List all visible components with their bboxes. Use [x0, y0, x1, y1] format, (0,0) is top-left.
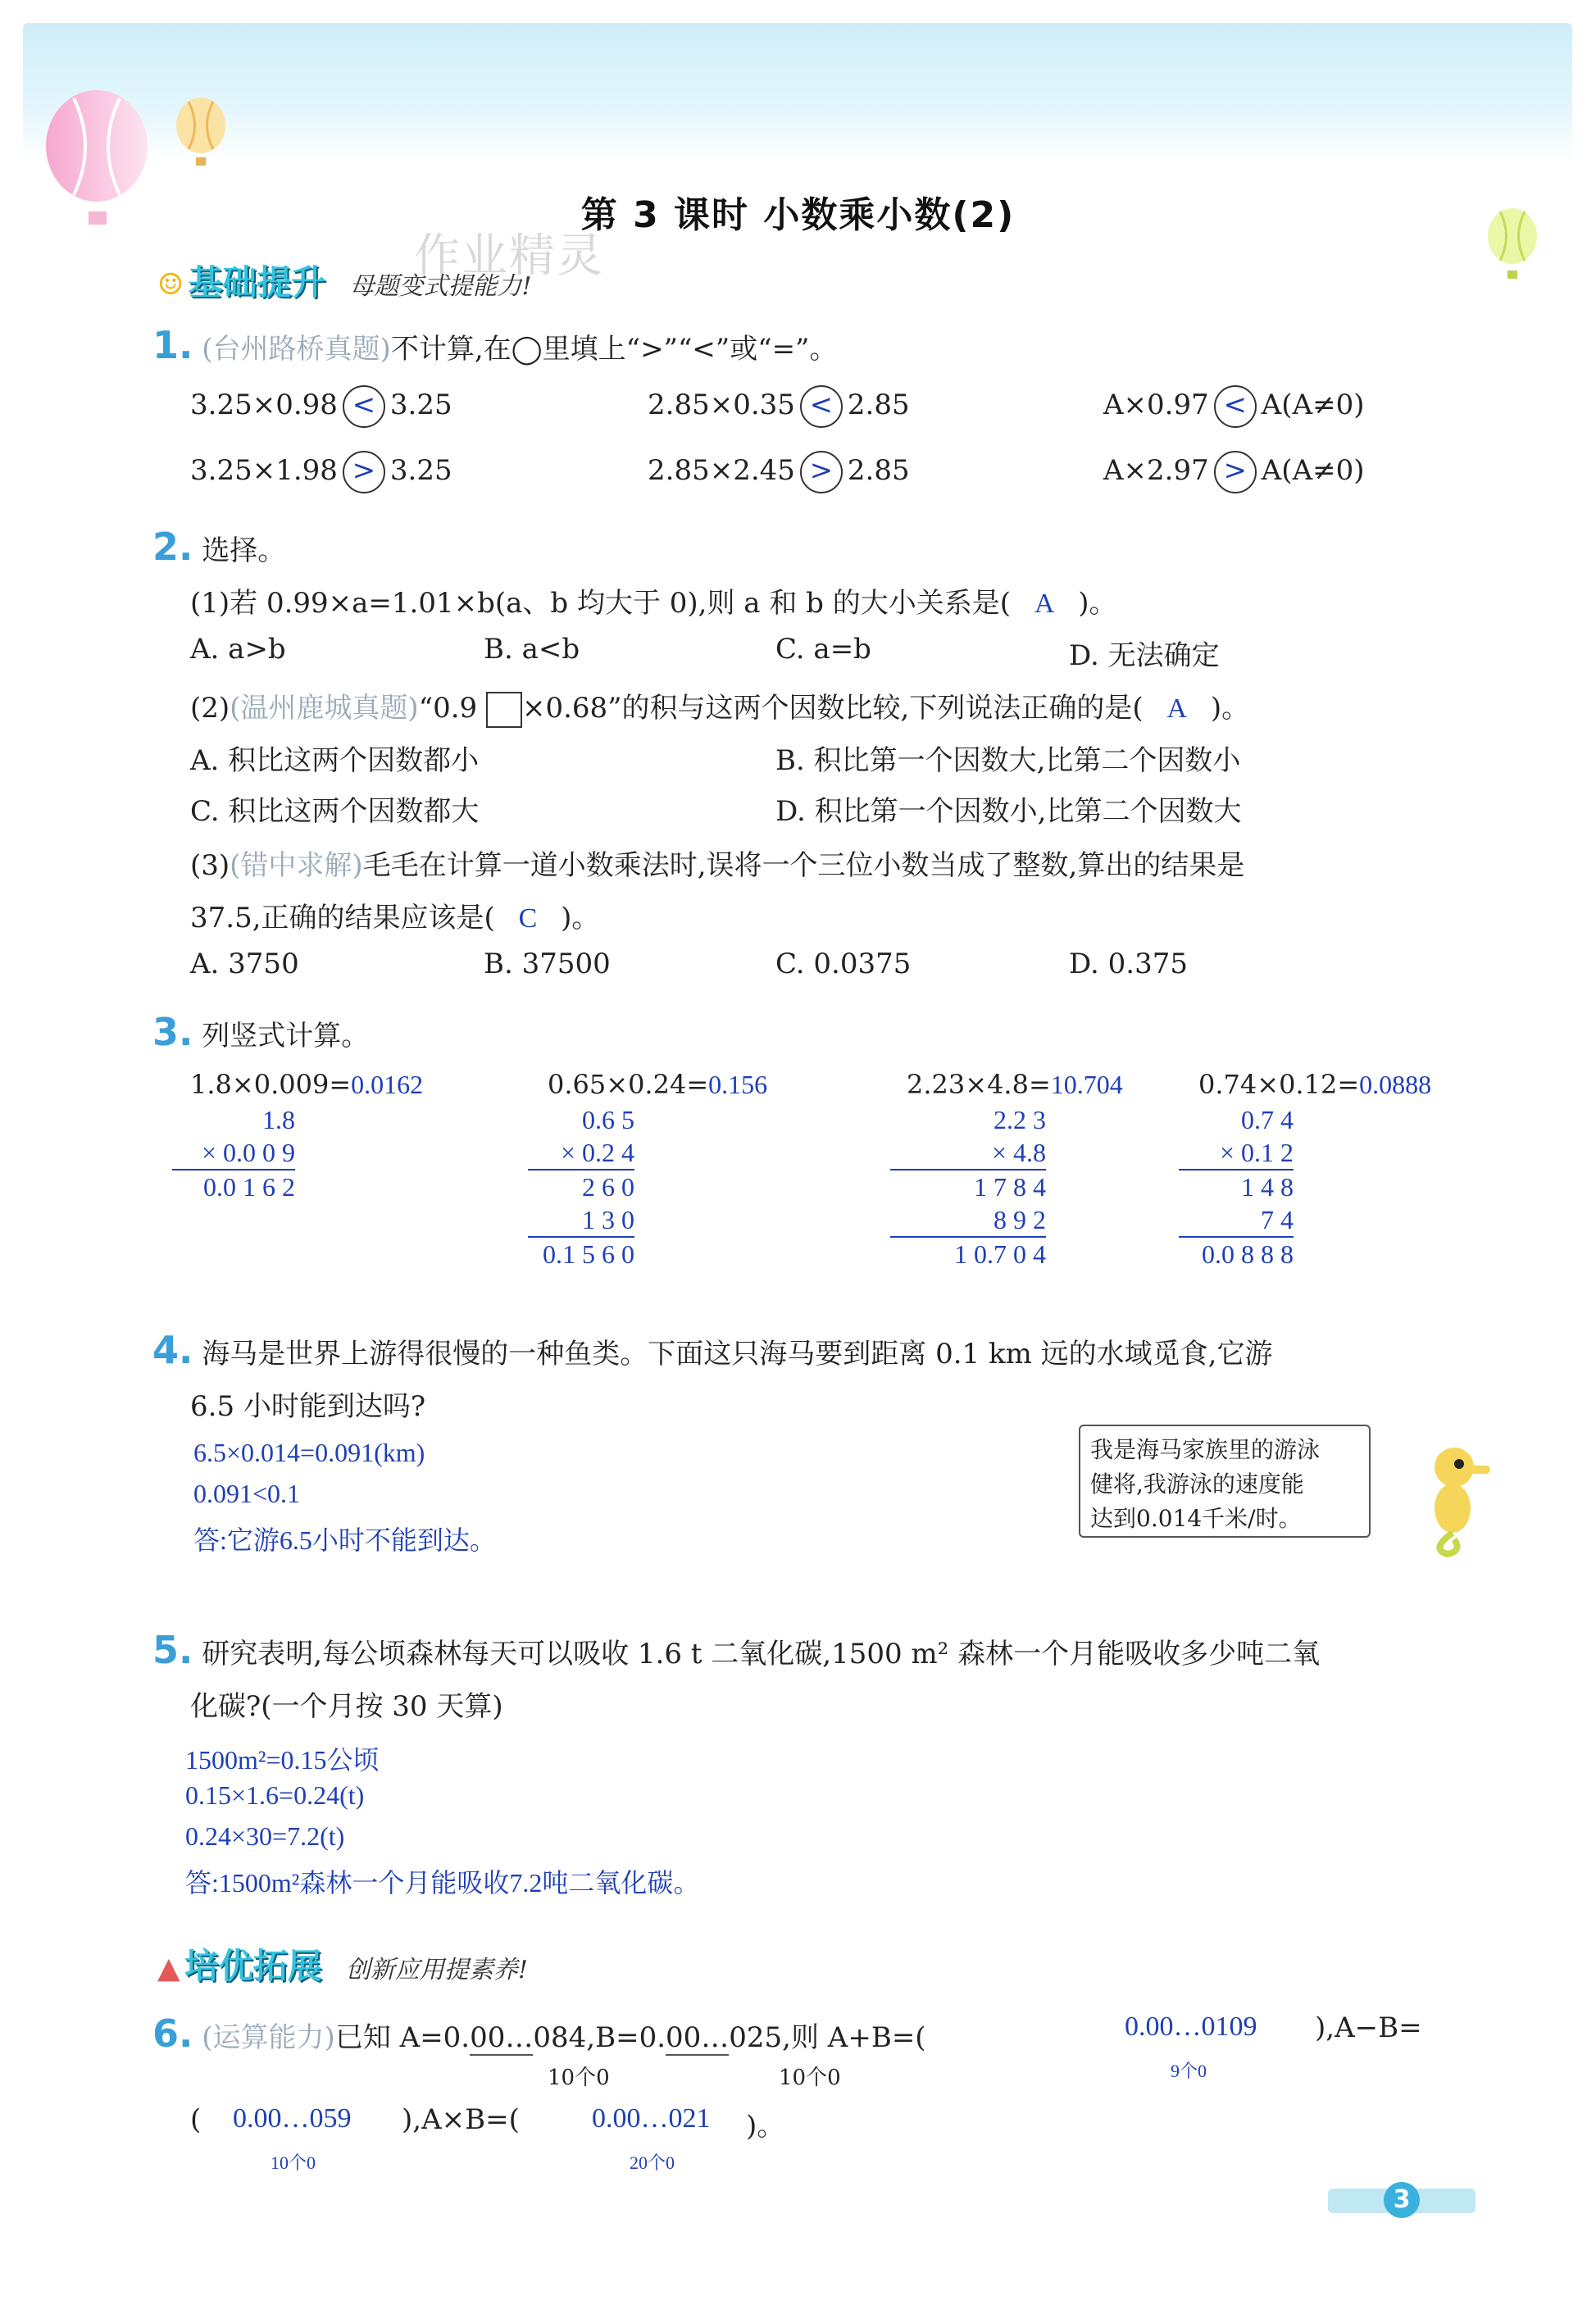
- q2-p1: [190, 580, 1116, 620]
- q1-text: 不计算,在◯里填上“>”“<”或“=”。: [390, 333, 838, 366]
- q3-calc-line: 2.2 3: [994, 1105, 1046, 1134]
- q2-p2-opt-c: C. 积比这两个因数都大: [190, 795, 480, 828]
- q6-b-tail: 025,则 A+B=(: [729, 2021, 926, 2054]
- q4-answer-1: 6.5×0.014=0.091(km): [193, 1438, 425, 1467]
- rocket-icon: ▲: [157, 1952, 180, 1985]
- q2-p2: [190, 685, 1249, 728]
- section-basic: [157, 256, 532, 305]
- q3-calc-line: 1 3 0: [582, 1205, 634, 1234]
- q2-p3-tag: (错中求解): [230, 849, 363, 882]
- q1-item-answer-circle: <: [800, 385, 843, 428]
- q3-number: 3.: [152, 1010, 193, 1054]
- q2-p3-answer: C: [518, 903, 538, 934]
- q1-item-answer-circle: <: [343, 385, 385, 428]
- q2-p3-text: 毛毛在计算一道小数乘法时,误将一个三位小数当成了整数,算出的结果是: [362, 849, 1245, 882]
- q1-item: [190, 385, 452, 428]
- q4-answer-2: 0.091<0.1: [193, 1479, 301, 1508]
- speech-line-2: 健将,我游泳的速度能: [1090, 1470, 1304, 1498]
- q5-line2: 化碳?(一个月按 30 天算): [190, 1690, 503, 1723]
- q2-p1-opt-b: B. a<b: [484, 633, 580, 666]
- q2-p3-line2: [190, 895, 599, 935]
- q3-vertical-calc: [528, 1103, 634, 1270]
- q2-p2-answer: A: [1166, 693, 1187, 724]
- q2-p3-prefix: (3): [190, 849, 230, 882]
- q6-b-zeros: 00…: [666, 2021, 730, 2054]
- q2-p2-opt-d: D. 积比第一个因数小,比第二个因数大: [775, 795, 1242, 828]
- q1-item-answer-circle: >: [1214, 451, 1257, 493]
- q3-calc-line: 2 6 0: [528, 1169, 634, 1203]
- q3-text: 列竖式计算。: [202, 1020, 370, 1052]
- q1-item-answer-circle: <: [1214, 385, 1257, 428]
- q1-item-left: 2.85×0.35: [648, 389, 795, 421]
- q1-item-left: A×2.97: [1103, 454, 1209, 487]
- q1-item-right: 2.85: [847, 389, 910, 421]
- q1-item-right: 3.25: [389, 454, 452, 487]
- balloon-small-icon: [172, 97, 230, 170]
- q6-mid: ),A−B=: [1315, 2011, 1422, 2044]
- speech-line-1: 我是海马家族里的游泳: [1090, 1436, 1321, 1463]
- page-title: 第 3 课时 小数乘小数(2): [580, 194, 1016, 236]
- q6-answer-1-note: 9个0: [1171, 2061, 1207, 2081]
- q1-item-right: A(A≠0): [1261, 389, 1365, 421]
- section-basic-sub: 母题变式提能力!: [349, 272, 532, 301]
- q2-p1-opt-c: C. a=b: [775, 633, 871, 666]
- q6-answer-1: 0.00…0109: [1125, 2011, 1257, 2042]
- q3-calc-line: 1.8: [262, 1105, 295, 1134]
- q2-p1-close: )。: [1078, 587, 1117, 620]
- q2-p2-mid2: ×0.68”的积与这两个因数比较,下列说法正确的是(: [521, 692, 1144, 725]
- q3-vertical-calc: [172, 1103, 295, 1203]
- q3-expression-answer: 10.704: [1050, 1070, 1123, 1099]
- q2-p2-prefix: (2): [190, 692, 230, 725]
- q3-expression-answer: 0.0162: [351, 1070, 424, 1099]
- q3-vertical-calc: [1179, 1103, 1294, 1270]
- q3-header: [152, 1010, 369, 1054]
- q2-p3-opt-b: B. 37500: [484, 948, 611, 980]
- q2-p2-mid1: “0.9: [418, 692, 478, 725]
- header-sky: [23, 23, 1572, 162]
- q3-calc-line: × 0.0 0 9: [201, 1138, 295, 1167]
- q2-p3-text2: 37.5,正确的结果应该是(: [190, 902, 495, 934]
- section-advanced-sub: 创新应用提素养!: [345, 1956, 528, 1984]
- q2-p3-close: )。: [561, 902, 600, 934]
- q1-item-right: 3.25: [389, 389, 452, 421]
- q3-expression: [1198, 1069, 1431, 1100]
- q2-p1-answer: A: [1034, 589, 1055, 619]
- q6-answer-2-note: 10个0: [271, 2152, 316, 2173]
- q3-calc-line: × 4.8: [991, 1138, 1046, 1167]
- q1-item-left: 3.25×0.98: [190, 389, 338, 421]
- q3-calc-line: 7 4: [1261, 1205, 1294, 1234]
- q2-p3-line1: [190, 843, 1244, 883]
- section-advanced-label: 培优拓展: [184, 1946, 322, 1986]
- q4-number: 4.: [152, 1328, 193, 1372]
- q6-line2-mid: ),A×B=(: [402, 2103, 520, 2136]
- q6-answer-3-note: 20个0: [630, 2152, 675, 2173]
- q2-p3-opt-c: C. 0.0375: [775, 948, 912, 980]
- q4-text: 海马是世界上游得很慢的一种鱼类。下面这只海马要到距离 0.1 km 远的水域觅食,它游: [202, 1338, 1273, 1370]
- q1-tag: (台州路桥真题): [202, 333, 391, 366]
- section-advanced: [157, 1939, 528, 1989]
- q2-p2-tag: (温州鹿城真题): [230, 692, 419, 725]
- q5-answer-4: 答:1500m²森林一个月能吸收7.2吨二氧化碳。: [185, 1868, 700, 1898]
- q2-p2-close: )。: [1210, 692, 1250, 725]
- watermark: 作业精灵: [414, 230, 604, 283]
- q3-expression-text: 0.74×0.12=: [1198, 1069, 1360, 1100]
- q3-calc-line: 0.0 8 8 8: [1179, 1236, 1294, 1270]
- q2-p3-opt-d: D. 0.375: [1069, 948, 1188, 980]
- q3-calc-line: 1 7 8 4: [890, 1169, 1046, 1203]
- q1-item-right: A(A≠0): [1261, 454, 1365, 487]
- q3-expression: [190, 1069, 423, 1100]
- q3-expression-text: 2.23×4.8=: [907, 1069, 1051, 1100]
- q3-calc-line: 0.7 4: [1241, 1105, 1294, 1134]
- q2-p2-opt-a: A. 积比这两个因数都小: [190, 744, 480, 777]
- q6-line1: [152, 2011, 926, 2056]
- q3-expression-answer: 0.0888: [1359, 1070, 1432, 1099]
- q6-text-a: 已知 A=0.: [334, 2021, 471, 2054]
- q2-p1-opt-d: D. 无法确定: [1069, 639, 1220, 672]
- q1-item-answer-circle: >: [343, 451, 385, 493]
- q3-calc-line: 0.0 1 6 2: [172, 1169, 295, 1203]
- q6-line2-open: (: [190, 2103, 202, 2136]
- q3-calc-line: 1 0.7 0 4: [890, 1236, 1046, 1270]
- q1-item: [1103, 385, 1365, 428]
- q6-answer-3: 0.00…021: [592, 2103, 711, 2134]
- speech-bubble: [1079, 1425, 1371, 1538]
- q1-item: [648, 451, 910, 493]
- q3-expression: [907, 1069, 1123, 1100]
- q5-answer-2: 0.15×1.6=0.24(t): [185, 1780, 365, 1810]
- q1-header: [152, 323, 837, 367]
- q3-calc-line: 1 4 8: [1179, 1169, 1294, 1203]
- q1-item-right: 2.85: [847, 454, 910, 487]
- q1-item: [1103, 451, 1365, 493]
- q5-number: 5.: [152, 1628, 193, 1672]
- speech-line-3: 达到0.014千米/时。: [1090, 1505, 1302, 1532]
- q3-expression-answer: 0.156: [708, 1070, 768, 1099]
- q1-item-left: A×0.97: [1103, 389, 1209, 421]
- q4-answer-3: 答:它游6.5小时不能到达。: [193, 1525, 496, 1555]
- q5-text: 研究表明,每公顷森林每天可以吸收 1.6 t 二氧化碳,1500 m² 森林一个月能吸收多少吨二氧: [202, 1638, 1321, 1670]
- q1-item: [190, 451, 452, 493]
- q4-line2: 6.5 小时能到达吗?: [190, 1390, 426, 1423]
- q2-header: [152, 525, 285, 569]
- q3-vertical-calc: [890, 1103, 1046, 1270]
- q2-text: 选择。: [202, 534, 286, 567]
- q6-a-zeros: 00…: [470, 2021, 534, 2054]
- q3-expression-text: 1.8×0.009=: [190, 1069, 352, 1100]
- q1-item-left: 2.85×2.45: [648, 454, 795, 487]
- q3-expression: [548, 1069, 767, 1100]
- page-number-badge: [1328, 2180, 1476, 2220]
- q6-a-note: 10个0: [548, 2066, 610, 2090]
- q5-answer-3: 0.24×30=7.2(t): [185, 1821, 345, 1851]
- q5-line1: [152, 1628, 1320, 1672]
- q2-p3-opt-a: A. 3750: [190, 948, 299, 980]
- q3-expression-text: 0.65×0.24=: [548, 1069, 709, 1100]
- page-number: 3: [1384, 2182, 1420, 2218]
- q2-p1-text: (1)若 0.99×a=1.01×b(a、b 均大于 0),则 a 和 b 的大小关系是(: [190, 587, 1012, 620]
- seahorse-icon: [1405, 1443, 1495, 1557]
- q5-answer-1: 1500m²=0.15公顷: [185, 1745, 380, 1775]
- q6-a-tail: 084,B=0.: [533, 2021, 666, 2054]
- q3-calc-line: 8 9 2: [994, 1205, 1046, 1234]
- q6-number: 6.: [152, 2011, 193, 2056]
- q2-p2-opt-b: B. 积比第一个因数大,比第二个因数小: [775, 744, 1241, 777]
- q3-calc-line: 0.1 5 6 0: [528, 1236, 634, 1270]
- q1-item-left: 3.25×1.98: [190, 454, 338, 487]
- q4-line1: [152, 1328, 1272, 1372]
- q2-number: 2.: [152, 525, 193, 569]
- q6-b-note: 10个0: [779, 2066, 841, 2090]
- lightbulb-icon: ☺: [157, 268, 184, 302]
- q6-line2-close: )。: [746, 2110, 785, 2143]
- q6-answer-2: 0.00…059: [233, 2103, 352, 2134]
- q1-item: [648, 385, 910, 428]
- q3-calc-line: × 0.1 2: [1219, 1138, 1294, 1167]
- q2-p1-opt-a: A. a>b: [190, 633, 286, 666]
- q1-item-answer-circle: >: [800, 451, 843, 493]
- section-basic-label: 基础提升: [188, 262, 326, 302]
- q1-number: 1.: [152, 323, 193, 367]
- blank-square: [486, 692, 522, 728]
- q6-tag: (运算能力): [202, 2021, 335, 2054]
- q3-calc-line: 0.6 5: [582, 1105, 634, 1134]
- q3-calc-line: × 0.2 4: [560, 1138, 634, 1167]
